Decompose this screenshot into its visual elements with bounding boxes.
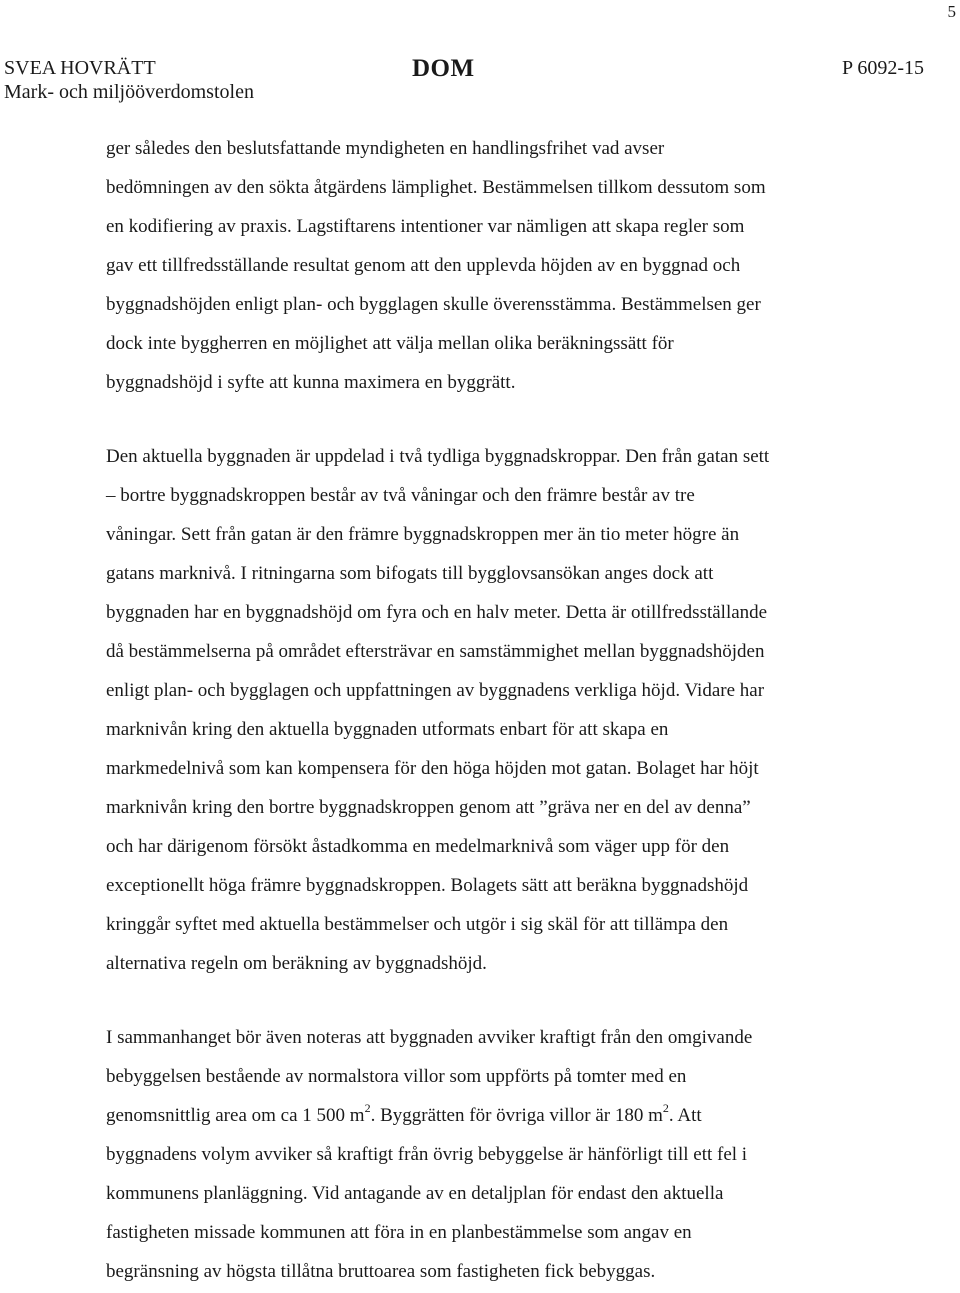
paragraph-line: bedömningen av den sökta åtgärdens lämplighet. Bestämmelsen tillkom dessutom som [106, 177, 766, 198]
document-header [4, 56, 924, 106]
paragraph-line: – bortre byggnadskroppen består av två våningar och den främre består av tre [106, 485, 695, 506]
paragraph-line: fastigheten missade kommunen att föra in en planbestämmelse som angav en [106, 1222, 692, 1243]
paragraph-line: marknivån kring den aktuella byggnaden utformats enbart för att skapa en [106, 719, 669, 740]
paragraph-line: gatans marknivå. I ritningarna som bifogats till bygglovsansökan anges dock att [106, 563, 714, 584]
text-segment: . Byggrätten för övriga villor är 180 m [370, 1105, 663, 1126]
paragraph-line: då bestämmelserna på området eftersträvar en samstämmighet mellan byggnadshöjden [106, 641, 765, 662]
paragraph-line: våningar. Sett från gatan är den främre byggnadskroppen mer än tio meter högre än [106, 524, 740, 545]
superscript: 2 [364, 1100, 371, 1115]
paragraph-line: enligt plan- och bygglagen och uppfattningen av byggnadens verkliga höjd. Vidare har [106, 680, 765, 701]
paragraph-line: exceptionellt höga främre byggnadskroppen. Bolagets sätt att beräkna byggnadshöjd [106, 875, 749, 896]
paragraph-1 [106, 129, 906, 402]
paragraph-line: byggnaden har en byggnadshöjd om fyra och en halv meter. Detta är otillfredsställande [106, 602, 768, 623]
paragraph-line: marknivån kring den bortre byggnadskroppen genom att ”gräva ner en del av denna” [106, 797, 751, 818]
paragraph-line: byggnadshöjden enligt plan- och bygglagen skulle överensstämma. Bestämmelsen ger [106, 294, 761, 315]
court-division: Mark- och miljööverdomstolen [4, 81, 254, 103]
court-name: SVEA HOVRÄTT [4, 57, 156, 79]
paragraph-line: och har därigenom försökt åstadkomma en medelmarknivå som väger upp för den [106, 836, 730, 857]
paragraph-3 [106, 1018, 906, 1291]
text-segment: . Att [668, 1105, 702, 1126]
paragraph-line: bebyggelsen bestående av normalstora villor som uppförts på tomter med en [106, 1066, 687, 1087]
case-number: P 6092-15 [841, 57, 924, 79]
text-segment: genomsnittlig area om ca 1 500 m [106, 1105, 365, 1126]
paragraph-line: I sammanhanget bör även noteras att byggnaden avviker kraftigt från den omgivande [106, 1027, 753, 1048]
paragraph-line: dock inte byggherren en möjlighet att välja mellan olika beräkningssätt för [106, 333, 674, 354]
paragraph-line: markmedelnivå som kan kompensera för den höga höjden mot gatan. Bolaget har höjt [106, 758, 759, 779]
paragraph-line: Den aktuella byggnaden är uppdelad i två tydliga byggnadskroppar. Den från gatan sett [106, 446, 770, 467]
paragraph-line: byggnadshöjd i syfte att kunna maximera en byggrätt. [106, 372, 516, 393]
paragraph-line: ger således den beslutsfattande myndigheten en handlingsfrihet vad avser [106, 138, 665, 159]
document-type: DOM [412, 55, 475, 82]
paragraph-line [106, 1096, 906, 1135]
paragraph-line: gav ett tillfredsställande resultat genom att den upplevda höjden av en byggnad och [106, 255, 741, 276]
paragraph-line: en kodifiering av praxis. Lagstiftarens intentioner var nämligen att skapa regler som [106, 216, 745, 237]
paragraph-line: byggnadens volym avviker så kraftigt från övrig bebyggelse är hänförligt till ett fel i [106, 1144, 748, 1165]
page-number: 5 [947, 2, 956, 21]
paragraph-line: alternativa regeln om beräkning av byggnadshöjd. [106, 953, 487, 974]
paragraph-2 [106, 437, 906, 983]
paragraph-line: kommunens planläggning. Vid antagande av en detaljplan för endast den aktuella [106, 1183, 724, 1204]
paragraph-line: begränsning av högsta tillåtna bruttoarea som fastigheten fick bebyggas. [106, 1261, 656, 1282]
superscript: 2 [662, 1100, 669, 1115]
document-body [106, 129, 906, 1291]
paragraph-line: kringgår syftet med aktuella bestämmelser och utgör i sig skäl för att tillämpa den [106, 914, 729, 935]
court-block [4, 56, 254, 104]
